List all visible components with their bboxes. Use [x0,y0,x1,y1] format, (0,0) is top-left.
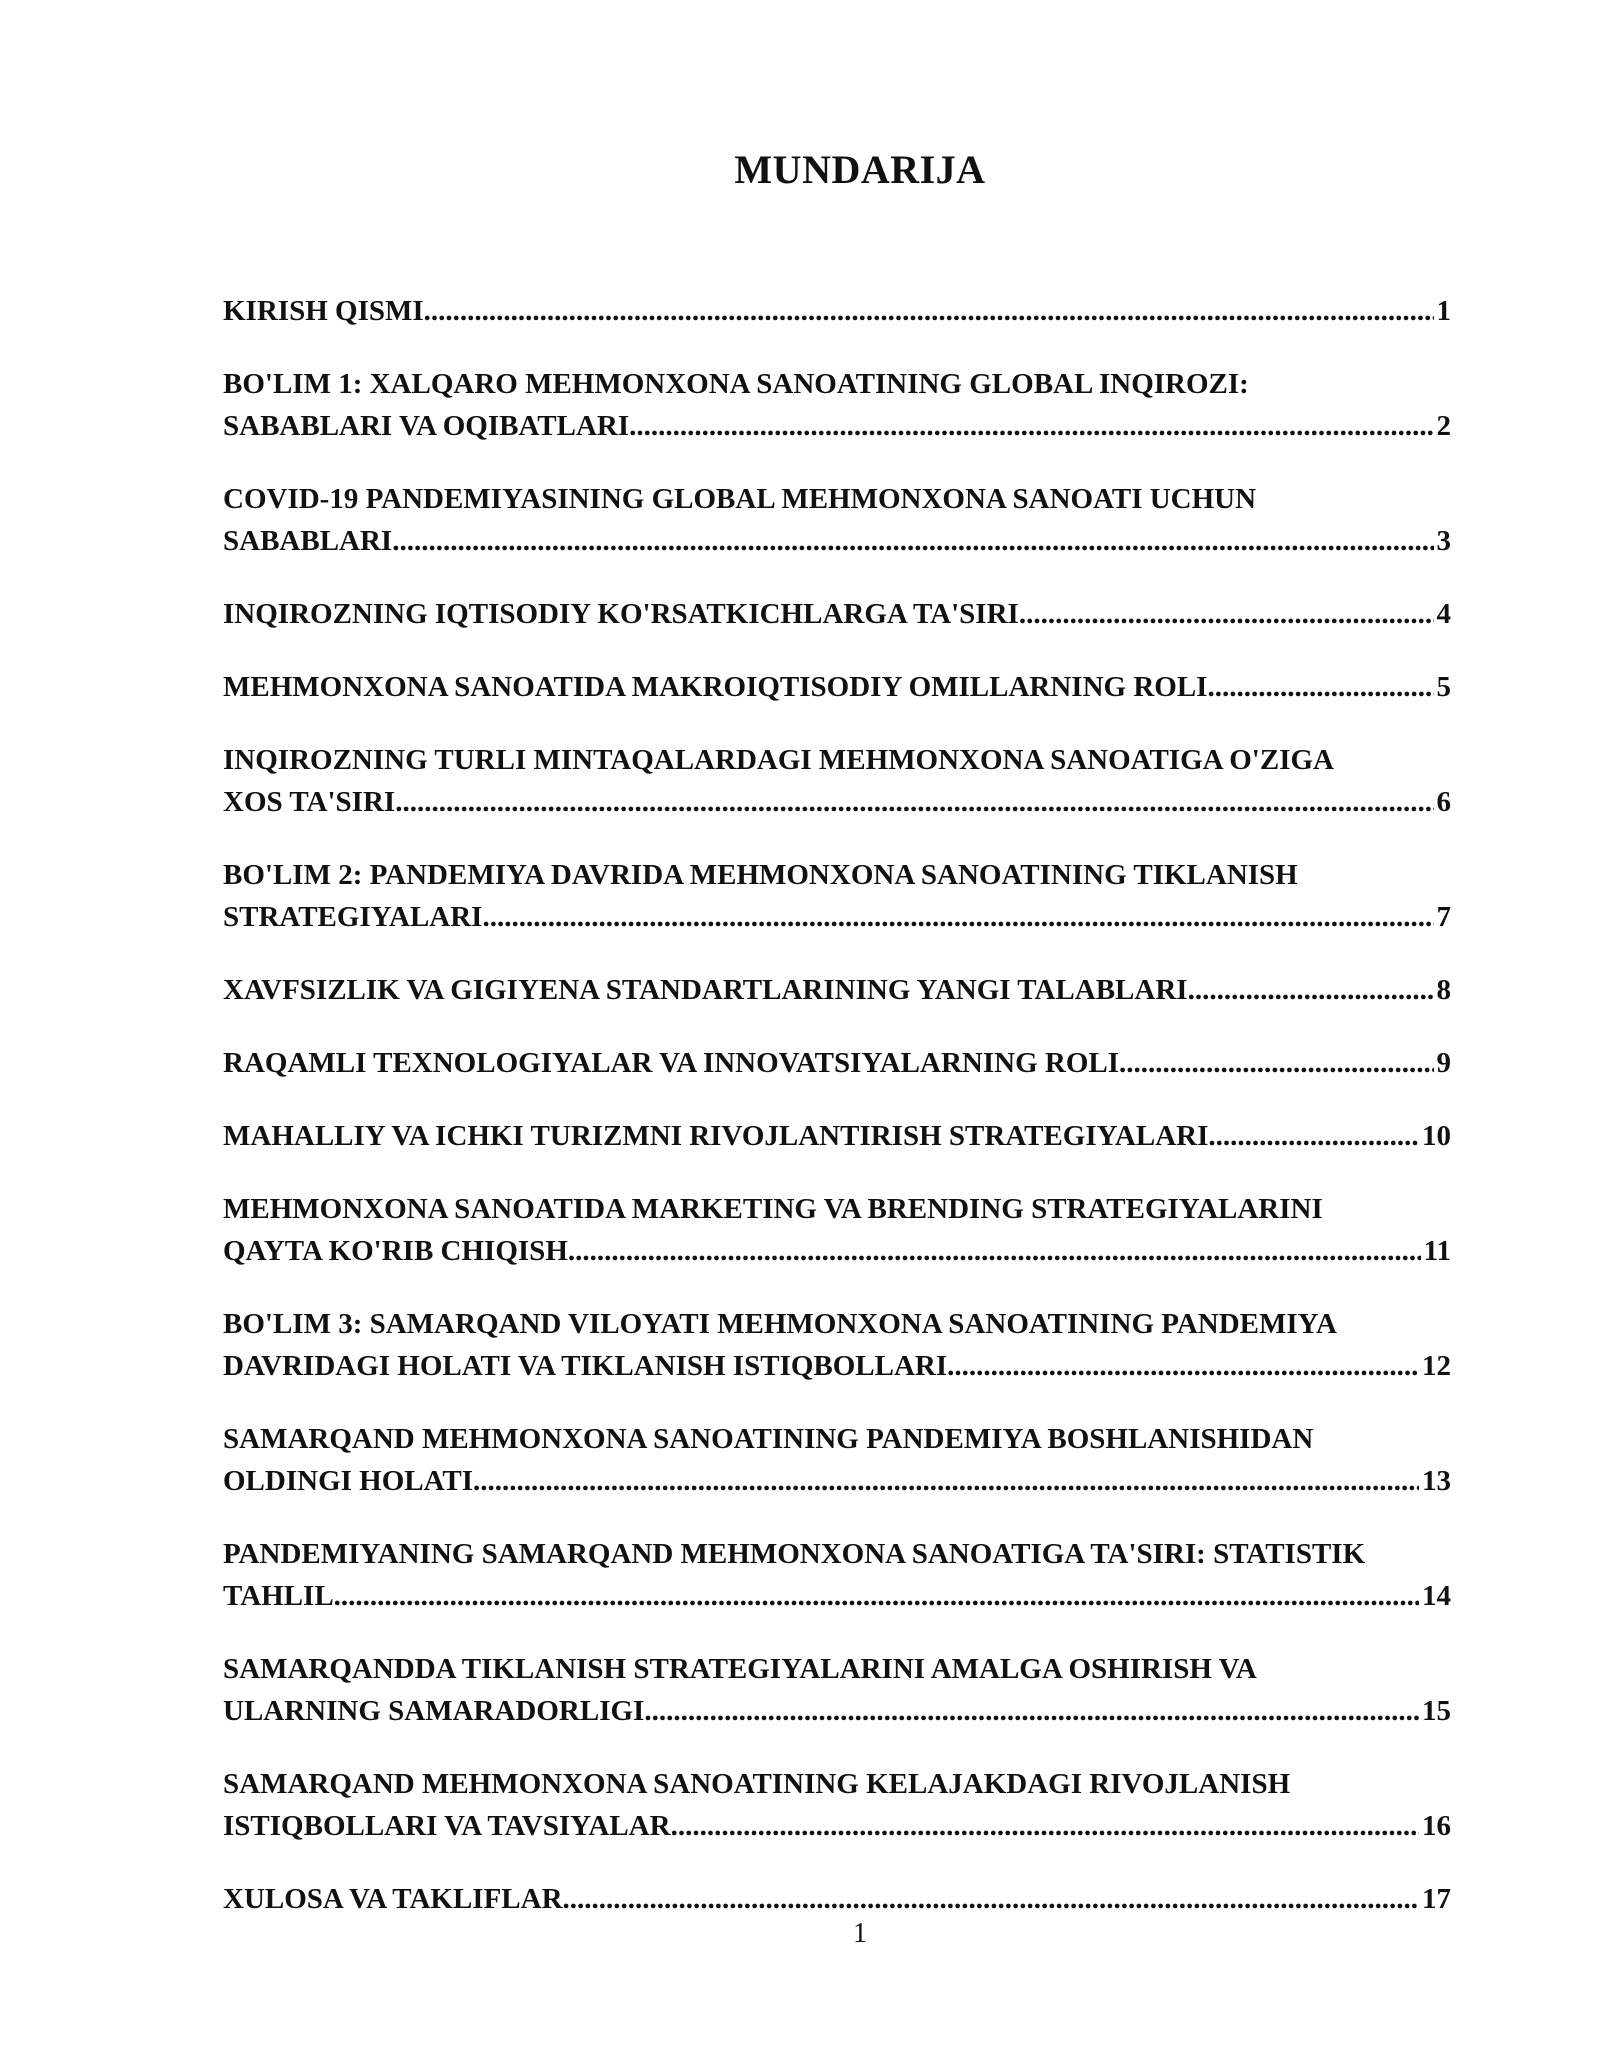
toc-entry-text: SAMARQANDDA TIKLANISH STRATEGIYALARINI AMALGA OSHIRISH VA [223,1653,1257,1685]
toc-entry-last-line [223,593,1451,635]
toc-entry[interactable] [223,1763,1451,1847]
page-title: MUNDARIJA [734,147,986,192]
toc-entry-last-line [223,1575,1451,1617]
dot-leader [1119,1042,1434,1084]
toc-entry-text: COVID-19 PANDEMIYASINING GLOBAL MEHMONXONA SANOATI UCHUN [223,483,1257,515]
toc-entry-text: KIRISH QISMI [223,295,424,327]
dot-leader [392,520,1433,562]
toc-entry[interactable] [223,363,1451,447]
toc-entry-text: SAMARQAND MEHMONXONA SANOATINING KELAJAKDAGI RIVOJLANISH [223,1768,1291,1800]
dot-leader [947,1345,1419,1387]
toc-page-number: 11 [1423,1235,1451,1267]
toc-entry-last-line [223,1345,1451,1387]
toc-entry-text: STRATEGIYALARI [223,901,483,933]
dot-leader [395,781,1433,823]
toc-entry-text: SABABLARI VA OQIBATLARI [223,410,630,442]
toc-entry-text: MEHMONXONA SANOATIDA MARKETING VA BRENDING STRATEGIYALARINI [223,1193,1323,1225]
toc-page-number: 9 [1436,1047,1451,1079]
dot-leader [629,405,1433,447]
toc-entry-last-line [223,290,1451,332]
page-number: 1 [853,1918,867,1949]
toc-entry[interactable] [223,1303,1451,1387]
toc-entry-last-line [223,1690,1451,1732]
toc-entry[interactable] [223,854,1451,938]
toc-entry-text: RAQAMLI TEXNOLOGIYALAR VA INNOVATSIYALARNING ROLI [223,1047,1119,1079]
toc-page-number: 1 [1436,295,1451,327]
toc-page-number: 6 [1436,786,1451,818]
dot-leader [1207,666,1433,708]
toc-entry[interactable] [223,1418,1451,1502]
toc-entry-text: INQIROZNING IQTISODIY KO'RSATKICHLARGA TA'SIRI [223,598,1019,630]
toc-entry-text: BO'LIM 2: PANDEMIYA DAVRIDA MEHMONXONA SANOATINING TIKLANISH [223,859,1298,891]
toc-entry-last-line [223,781,1451,823]
dot-leader [563,1878,1419,1920]
toc-page-number: 10 [1422,1120,1451,1152]
dot-leader [568,1230,1421,1272]
toc-entry-last-line [223,969,1451,1011]
toc-page-number: 15 [1422,1695,1451,1727]
table-of-contents [223,290,1451,1951]
toc-entry[interactable] [223,969,1451,1011]
toc-entry[interactable] [223,1878,1451,1920]
toc-entry[interactable] [223,478,1451,562]
toc-entry-text: SAMARQAND MEHMONXONA SANOATINING PANDEMIYA BOSHLANISHIDAN [223,1423,1314,1455]
dot-leader [644,1690,1419,1732]
toc-page-number: 2 [1436,410,1451,442]
toc-entry-text: MAHALLIY VA ICHKI TURIZMNI RIVOJLANTIRISH STRATEGIYALARI [223,1120,1209,1152]
toc-entry-text: XULOSA VA TAKLIFLAR [223,1883,563,1915]
toc-entry-text: OLDINGI HOLATI [223,1465,474,1497]
toc-entry-text: TAHLIL [223,1580,334,1612]
toc-entry-text: XAVFSIZLIK VA GIGIYENA STANDARTLARINING YANGI TALABLARI [223,974,1188,1006]
toc-page-number: 7 [1436,901,1451,933]
toc-entry-last-line [223,1115,1451,1157]
toc-entry-last-line [223,520,1451,562]
toc-entry-text: INQIROZNING TURLI MINTAQALARDAGI MEHMONXONA SANOATIGA O'ZIGA [223,744,1334,776]
dot-leader [334,1575,1419,1617]
toc-entry-text: MEHMONXONA SANOATIDA MAKROIQTISODIY OMILLARNING ROLI [223,671,1208,703]
dot-leader [1019,593,1434,635]
toc-entry-text: QAYTA KO'RIB CHIQISH [223,1235,568,1267]
toc-page-number: 3 [1436,525,1451,557]
toc-entry-last-line [223,1878,1451,1920]
toc-entry[interactable] [223,593,1451,635]
toc-page-number: 8 [1436,974,1451,1006]
toc-entry-text: PANDEMIYANING SAMARQAND MEHMONXONA SANOATIGA TA'SIRI: STATISTIK [223,1538,1366,1570]
toc-entry-text: XOS TA'SIRI [223,786,396,818]
toc-entry-last-line [223,896,1451,938]
toc-entry[interactable] [223,290,1451,332]
toc-entry-last-line [223,1230,1451,1272]
toc-page-number: 13 [1422,1465,1451,1497]
toc-entry[interactable] [223,1188,1451,1272]
toc-page-number: 5 [1436,671,1451,703]
toc-entry-last-line [223,1805,1451,1847]
toc-entry[interactable] [223,1115,1451,1157]
dot-leader [671,1805,1419,1847]
toc-entry-text: DAVRIDAGI HOLATI VA TIKLANISH ISTIQBOLLARI [223,1350,948,1382]
toc-page-number: 4 [1436,598,1451,630]
toc-entry-text: SABABLARI [223,525,393,557]
toc-entry[interactable] [223,1648,1451,1732]
toc-entry-text: ULARNING SAMARADORLIGI [223,1695,645,1727]
toc-entry-text: ISTIQBOLLARI VA TAVSIYALAR [223,1810,671,1842]
toc-entry[interactable] [223,739,1451,823]
toc-entry-last-line [223,666,1451,708]
toc-entry[interactable] [223,1533,1451,1617]
toc-page-number: 12 [1422,1350,1451,1382]
dot-leader [1208,1115,1419,1157]
toc-entry-last-line [223,1042,1451,1084]
toc-page-number: 17 [1422,1883,1451,1915]
toc-page-number: 14 [1422,1580,1451,1612]
dot-leader [424,290,1434,332]
dot-leader [482,896,1433,938]
toc-page-number: 16 [1422,1810,1451,1842]
dot-leader [473,1460,1419,1502]
toc-entry[interactable] [223,666,1451,708]
toc-entry-last-line [223,1460,1451,1502]
dot-leader [1188,969,1434,1011]
toc-entry-text: BO'LIM 3: SAMARQAND VILOYATI MEHMONXONA SANOATINING PANDEMIYA [223,1308,1337,1340]
toc-entry-last-line [223,405,1451,447]
toc-entry[interactable] [223,1042,1451,1084]
toc-entry-text: BO'LIM 1: XALQARO MEHMONXONA SANOATINING GLOBAL INQIROZI: [223,368,1249,400]
